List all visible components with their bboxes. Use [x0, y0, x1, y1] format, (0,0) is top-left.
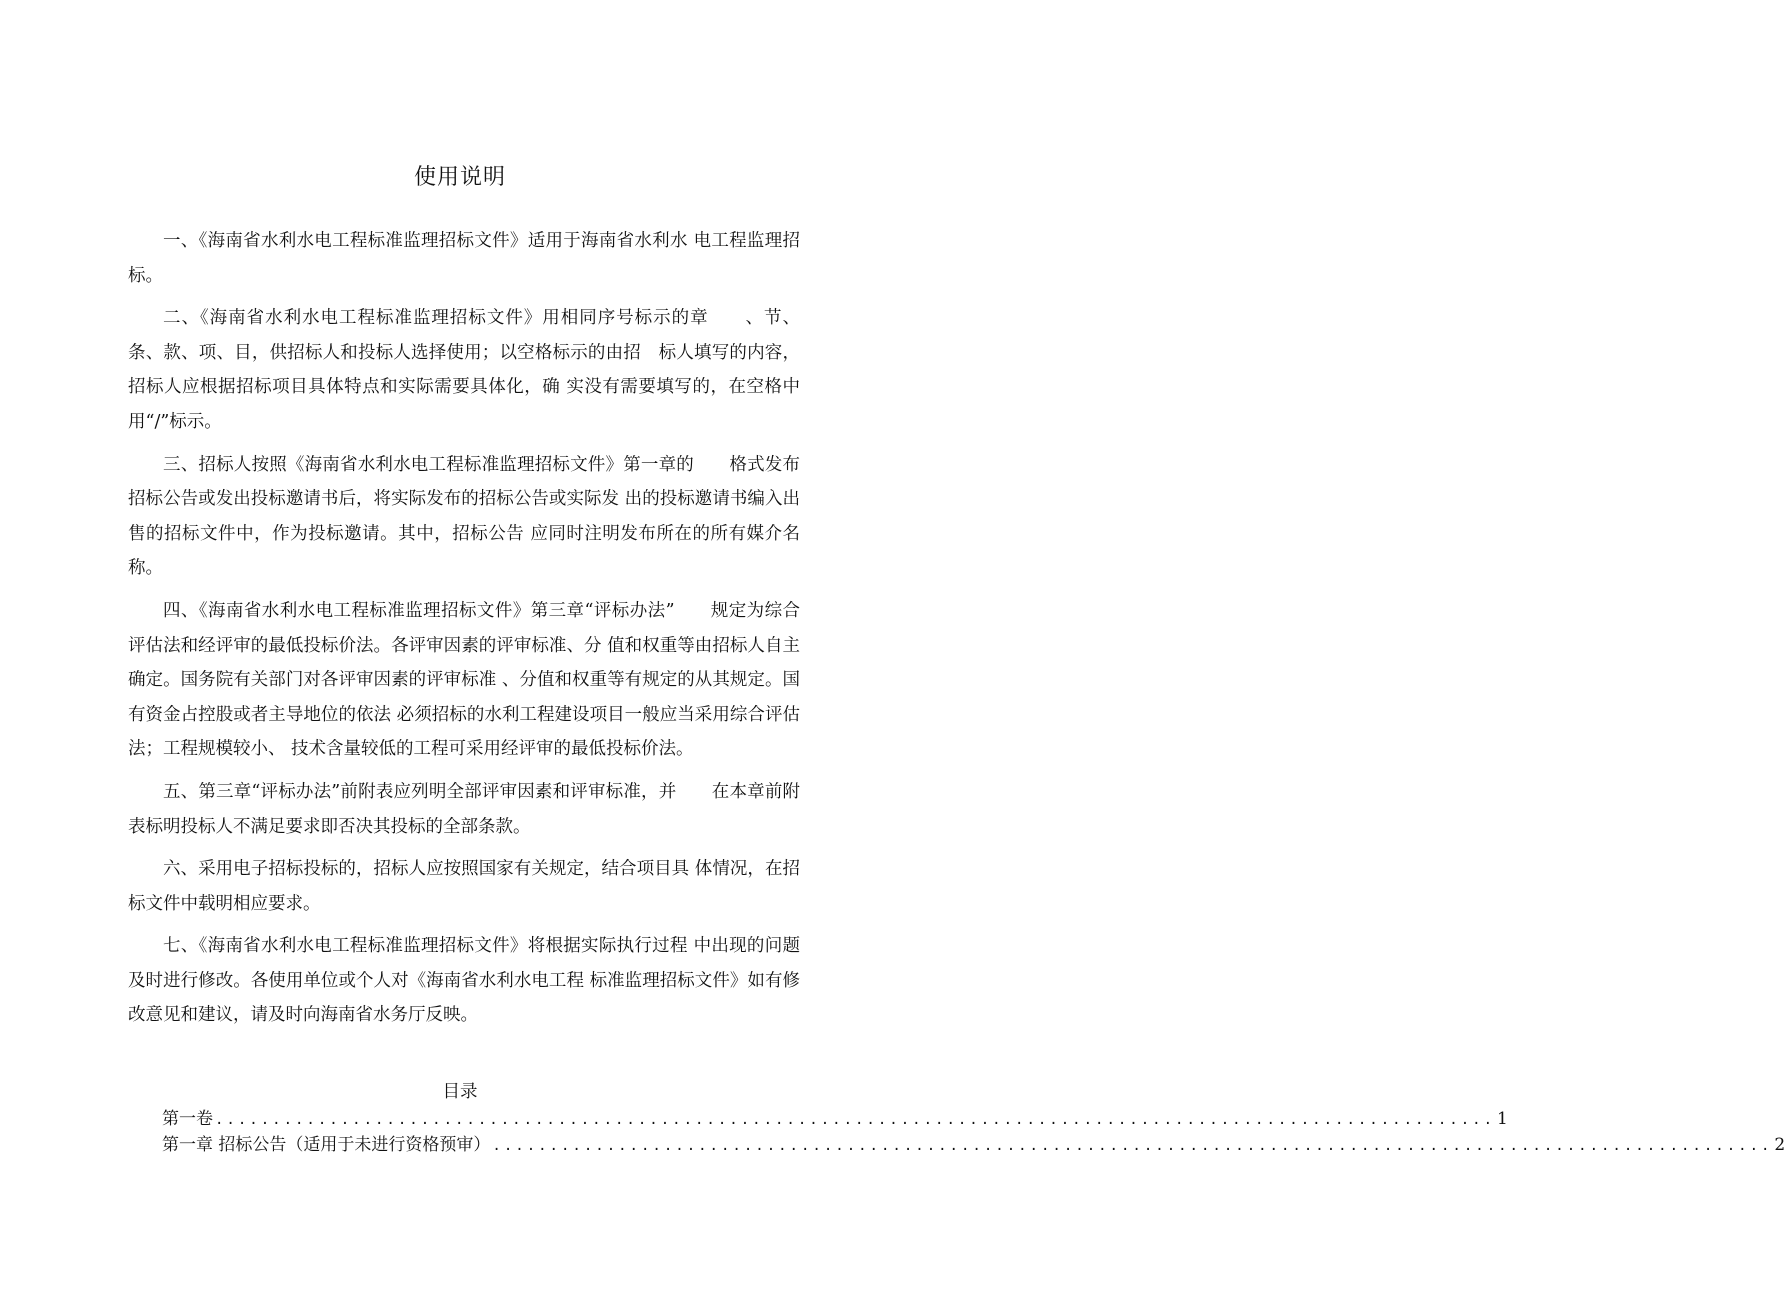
toc-entry-page: 2: [1774, 1135, 1785, 1155]
paragraph-2: 二、《海南省水利水电工程标准监理招标文件》用相同序号标示的章 、节、条、款、项、目，供招标人和投标人选择使用；以空格标示的由招 标人填写的内容，招标人应根据招标项目具体特点和实际需要具体化，确 实没有需要填写的，在空格中用“/”标示。: [128, 308, 800, 432]
toc-title: 目录: [442, 1082, 478, 1102]
toc-leader-dots: ................................................................................................................: [492, 1138, 1773, 1154]
paragraph-7: 七、《海南省水利水电工程标准监理招标文件》将根据实际执行过程 中出现的问题及时进行修改。各使用单位或个人对《海南省水利水电工程 标准监理招标文件》如有修改意见和建议，请及时向海南省水务厅反映。: [128, 936, 800, 1026]
paragraph-5: 五、第三章“评标办法”前附表应列明全部评审因素和评审标准，并 在本章前附表标明投标人不满足要求即否决其投标的全部条款。: [128, 781, 800, 837]
toc-entry[interactable]: [162, 1104, 1508, 1130]
toc-entry-page: 1: [1497, 1109, 1508, 1129]
toc-entry-label: 第一卷: [162, 1109, 213, 1129]
paragraph-3: 三、招标人按照《海南省水利水电工程标准监理招标文件》第一章的 格式发布招标公告或发出投标邀请书后，将实际发布的招标公告或实际发 出的投标邀请书编入出售的招标文件中，作为投标邀请。其中，招标公告 应同时注明发布所在的所有媒介名称。: [128, 454, 800, 579]
paragraph-6: 六、采用电子招标投标的，招标人应按照国家有关规定，结合项目具 体情况，在招标文件中载明相应要求。: [128, 859, 800, 914]
paragraph-1: 一、《海南省水利水电工程标准监理招标文件》适用于海南省水利水 电工程监理招标。: [128, 231, 800, 286]
table-of-contents: [162, 1104, 1785, 1156]
toc-entry[interactable]: [162, 1130, 1785, 1156]
page-title: 使用说明: [413, 165, 506, 190]
toc-entry-label: 第一章 招标公告（适用于未进行资格预审）: [162, 1135, 491, 1155]
instructions-body: [128, 224, 800, 1041]
paragraph-4: 四、《海南省水利水电工程标准监理招标文件》第三章“评标办法” 规定为综合评估法和经评审的最低投标价法。各评审因素的评审标准、分 值和权重等由招标人自主确定。国务院有关部门对各评审因素的评审标准 、分值和权重等有规定的从其规定。国有资金占控股或者主导地位的依法 必须招标的水利工程建设项目一般应当采用综合评估法；工程规模较小、 技术含量较低的工程可采用经评审的最低投标价法。: [128, 600, 800, 760]
toc-leader-dots: ................................................................................................................: [215, 1112, 1496, 1128]
